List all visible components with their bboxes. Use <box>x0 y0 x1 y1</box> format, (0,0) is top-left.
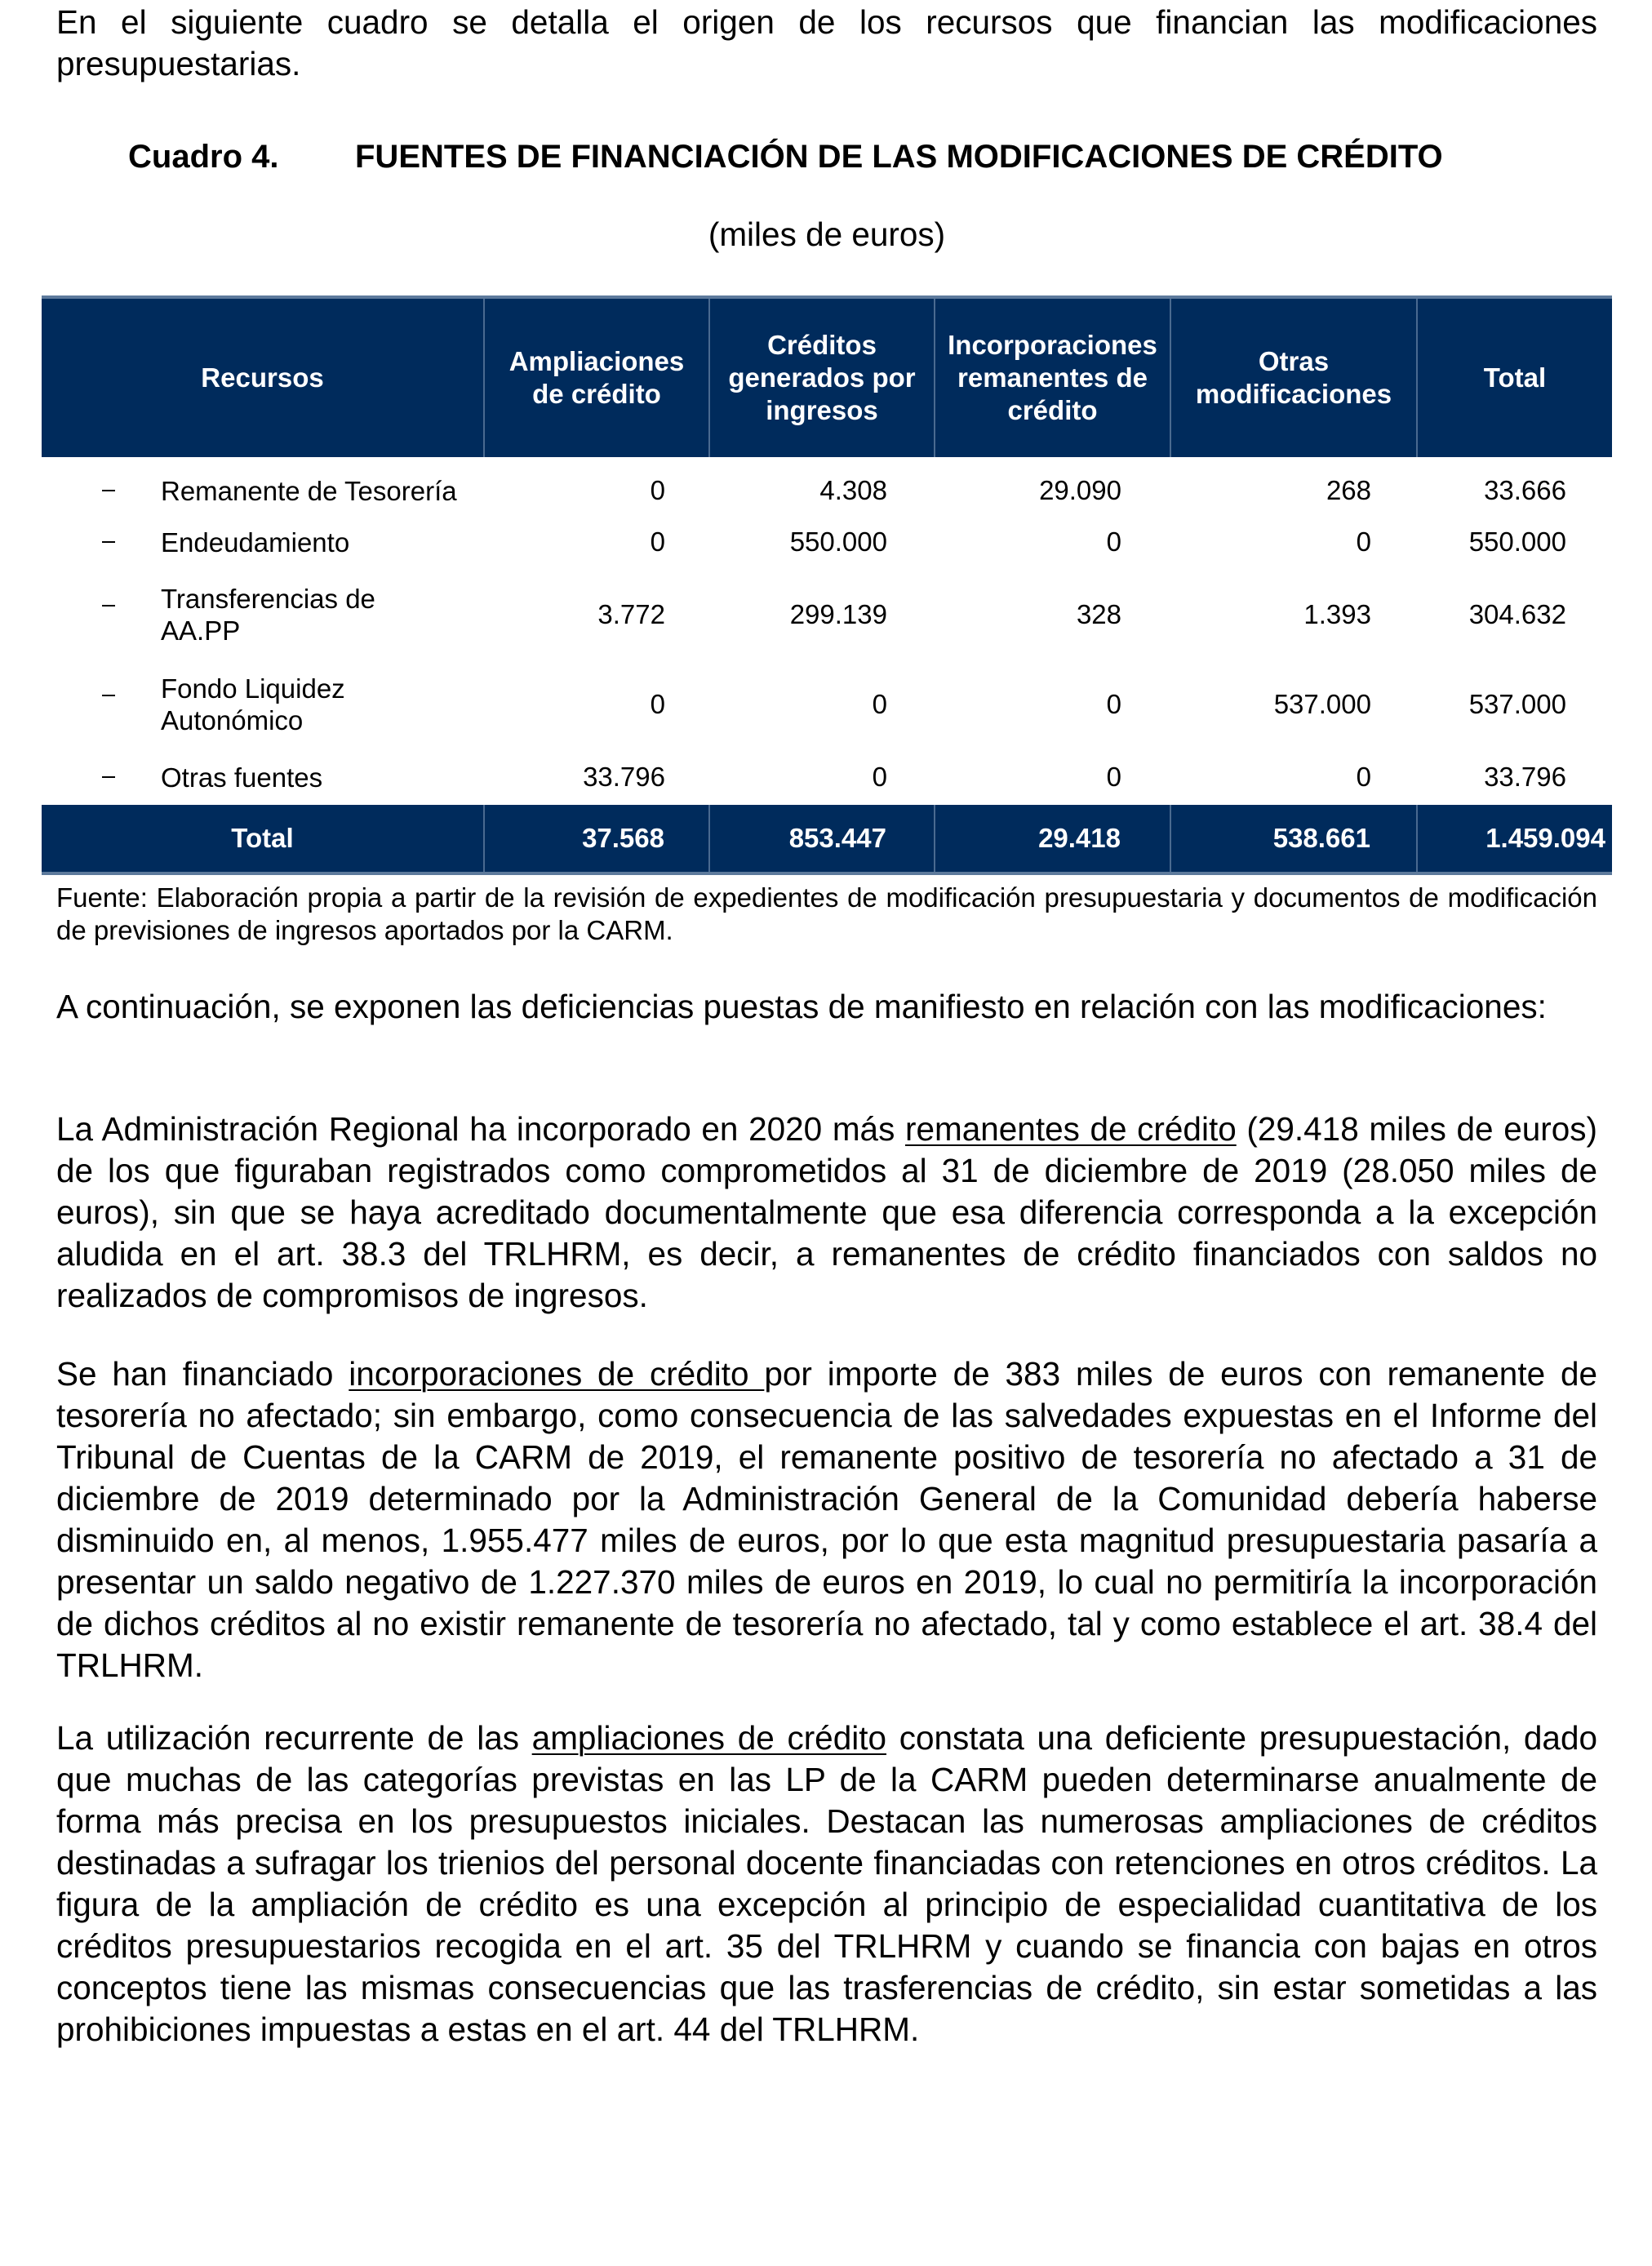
table-row <box>42 570 1612 660</box>
cell-incorporaciones: 0 <box>1106 762 1121 792</box>
cell-ampliaciones: 0 <box>650 689 665 719</box>
total-ampliaciones: 37.568 <box>484 805 709 873</box>
row-label: Otras fuentes <box>42 749 484 805</box>
total-creditos-generados: 853.447 <box>709 805 935 873</box>
cell-ampliaciones: 0 <box>650 475 665 505</box>
paragraph-remanentes: La Administración Regional ha incorporado en 2020 más remanentes de crédito (29.418 miles de euros) de los que figuraban registrados como comprometidos al 31 de diciembre de 2019 (28.050 miles de euros), sin que se haya acreditado documentalmente que esa diferencia corresponda a la excepción aludida en el art. 38.3 del TRLHRM, es decir, a remanentes de crédito financiados con saldos no realizados de compromisos de ingresos. <box>56 1110 1597 1314</box>
cell-total: 537.000 <box>1468 689 1566 719</box>
cell-creditos-generados: 0 <box>872 762 887 792</box>
intro-paragraph: En el siguiente cuadro se detalla el origen de los recursos que financian las modificaciones presupuestarias. <box>56 3 1597 82</box>
caption-number: Cuadro 4. <box>128 139 279 175</box>
financing-sources-table <box>42 295 1612 875</box>
table-units: (miles de euros) <box>708 215 946 253</box>
underlined-term: remanentes de crédito <box>904 1110 1237 1148</box>
cell-creditos-generados: 0 <box>872 689 887 719</box>
dash-bullet <box>102 541 115 543</box>
cell-otras: 0 <box>1356 527 1371 557</box>
cell-incorporaciones: 328 <box>1076 599 1121 629</box>
total-total: 1.459.094 <box>1417 805 1612 873</box>
cell-total: 550.000 <box>1468 527 1566 557</box>
header-recursos: Recursos <box>42 297 484 457</box>
dash-bullet <box>102 776 115 778</box>
paragraph-incorporaciones: Se han financiado incorporaciones de crédito por importe de 383 miles de euros con remanente de tesorería no afectado; sin embargo, como consecuencia de las salvedades expuestas en el Informe del Tribunal de Cuentas de la CARM de 2019, el remanente positivo de tesorería no afectado a 31 de diciembre de 2019 determinado por la Administración General de la Comunidad debería haberse disminuido en, al menos, 1.955.477 miles de euros, por lo que esta magnitud presupuestaria pasaría a presentar un saldo negativo de 1.227.370 miles de euros en 2019, lo cual no permitiría la incorporación de dichos créditos al no existir remanente de tesorería no afectado, tal y como establece el art. 38.4 del TRLHRM. <box>56 1355 1597 1684</box>
cell-otras: 268 <box>1326 475 1371 505</box>
row-label: Endeudamiento <box>42 514 484 570</box>
cell-otras: 0 <box>1356 762 1371 792</box>
table-row <box>42 749 1612 805</box>
underlined-term: ampliaciones de crédito <box>531 1719 887 1757</box>
table-row <box>42 457 1612 514</box>
cell-ampliaciones: 0 <box>650 527 665 557</box>
header-total: Total <box>1417 297 1612 457</box>
header-otras-modificaciones: Otras modificaciones <box>1170 297 1417 457</box>
cell-creditos-generados: 4.308 <box>819 475 887 505</box>
total-otras: 538.661 <box>1170 805 1417 873</box>
dash-bullet <box>102 695 115 696</box>
table-header-row <box>42 297 1612 457</box>
deficiencies-intro: A continuación, se exponen las deficiencias puestas de manifiesto en relación con las modificaciones: <box>56 988 1547 1025</box>
cell-creditos-generados: 299.139 <box>789 599 887 629</box>
total-label: Total <box>42 805 484 873</box>
table-row <box>42 514 1612 570</box>
header-ampliaciones: Ampliaciones de crédito <box>484 297 709 457</box>
cell-incorporaciones: 29.090 <box>1039 475 1121 505</box>
header-creditos-generados: Créditos generados por ingresos <box>709 297 935 457</box>
cell-ampliaciones: 33.796 <box>583 762 665 792</box>
row-label: Transferencias de AA.PP <box>42 570 484 660</box>
row-label: Fondo Liquidez Autonómico <box>42 660 484 749</box>
source-note: Fuente: Elaboración propia a partir de la revisión de expedientes de modificación presupuestaria y documentos de modificación de previsiones de ingresos aportados por la CARM. <box>56 882 1597 945</box>
dash-bullet <box>102 605 115 606</box>
total-incorporaciones: 29.418 <box>935 805 1170 873</box>
header-incorporaciones: Incorporaciones remanentes de crédito <box>935 297 1170 457</box>
cell-total: 33.796 <box>1484 762 1566 792</box>
dash-bullet <box>102 490 115 491</box>
table-total-row <box>42 805 1612 873</box>
cell-otras: 1.393 <box>1303 599 1371 629</box>
cell-incorporaciones: 0 <box>1106 527 1121 557</box>
cell-total: 33.666 <box>1484 475 1566 505</box>
cell-creditos-generados: 550.000 <box>789 527 887 557</box>
table-caption <box>128 139 1443 176</box>
row-label: Remanente de Tesorería <box>42 457 484 514</box>
paragraph-ampliaciones: La utilización recurrente de las ampliaciones de crédito constata una deficiente presupuestación, dado que muchas de las categorías previstas en las LP de la CARM pueden determinarse anualmente de forma más precisa en los presupuestos iniciales. Destacan las numerosas ampliaciones de créditos destinadas a sufragar los trienios del personal docente financiadas con retenciones en otros créditos. La figura de la ampliación de crédito es una excepción al principio de especialidad cuantitativa de los créditos presupuestarios recogida en el art. 35 del TRLHRM y cuando se financia con bajas en otros conceptos tiene las mismas consecuencias que las trasferencias de crédito, sin estar sometidas a las prohibiciones impuestas a estas en el art. 44 del TRLHRM. <box>56 1719 1597 2048</box>
cell-ampliaciones: 3.772 <box>597 599 665 629</box>
cell-total: 304.632 <box>1468 599 1566 629</box>
caption-title: FUENTES DE FINANCIACIÓN DE LAS MODIFICACIONES DE CRÉDITO <box>355 139 1443 175</box>
table-row <box>42 660 1612 749</box>
cell-otras: 537.000 <box>1273 689 1371 719</box>
underlined-term: incorporaciones de crédito <box>349 1355 765 1393</box>
cell-incorporaciones: 0 <box>1106 689 1121 719</box>
